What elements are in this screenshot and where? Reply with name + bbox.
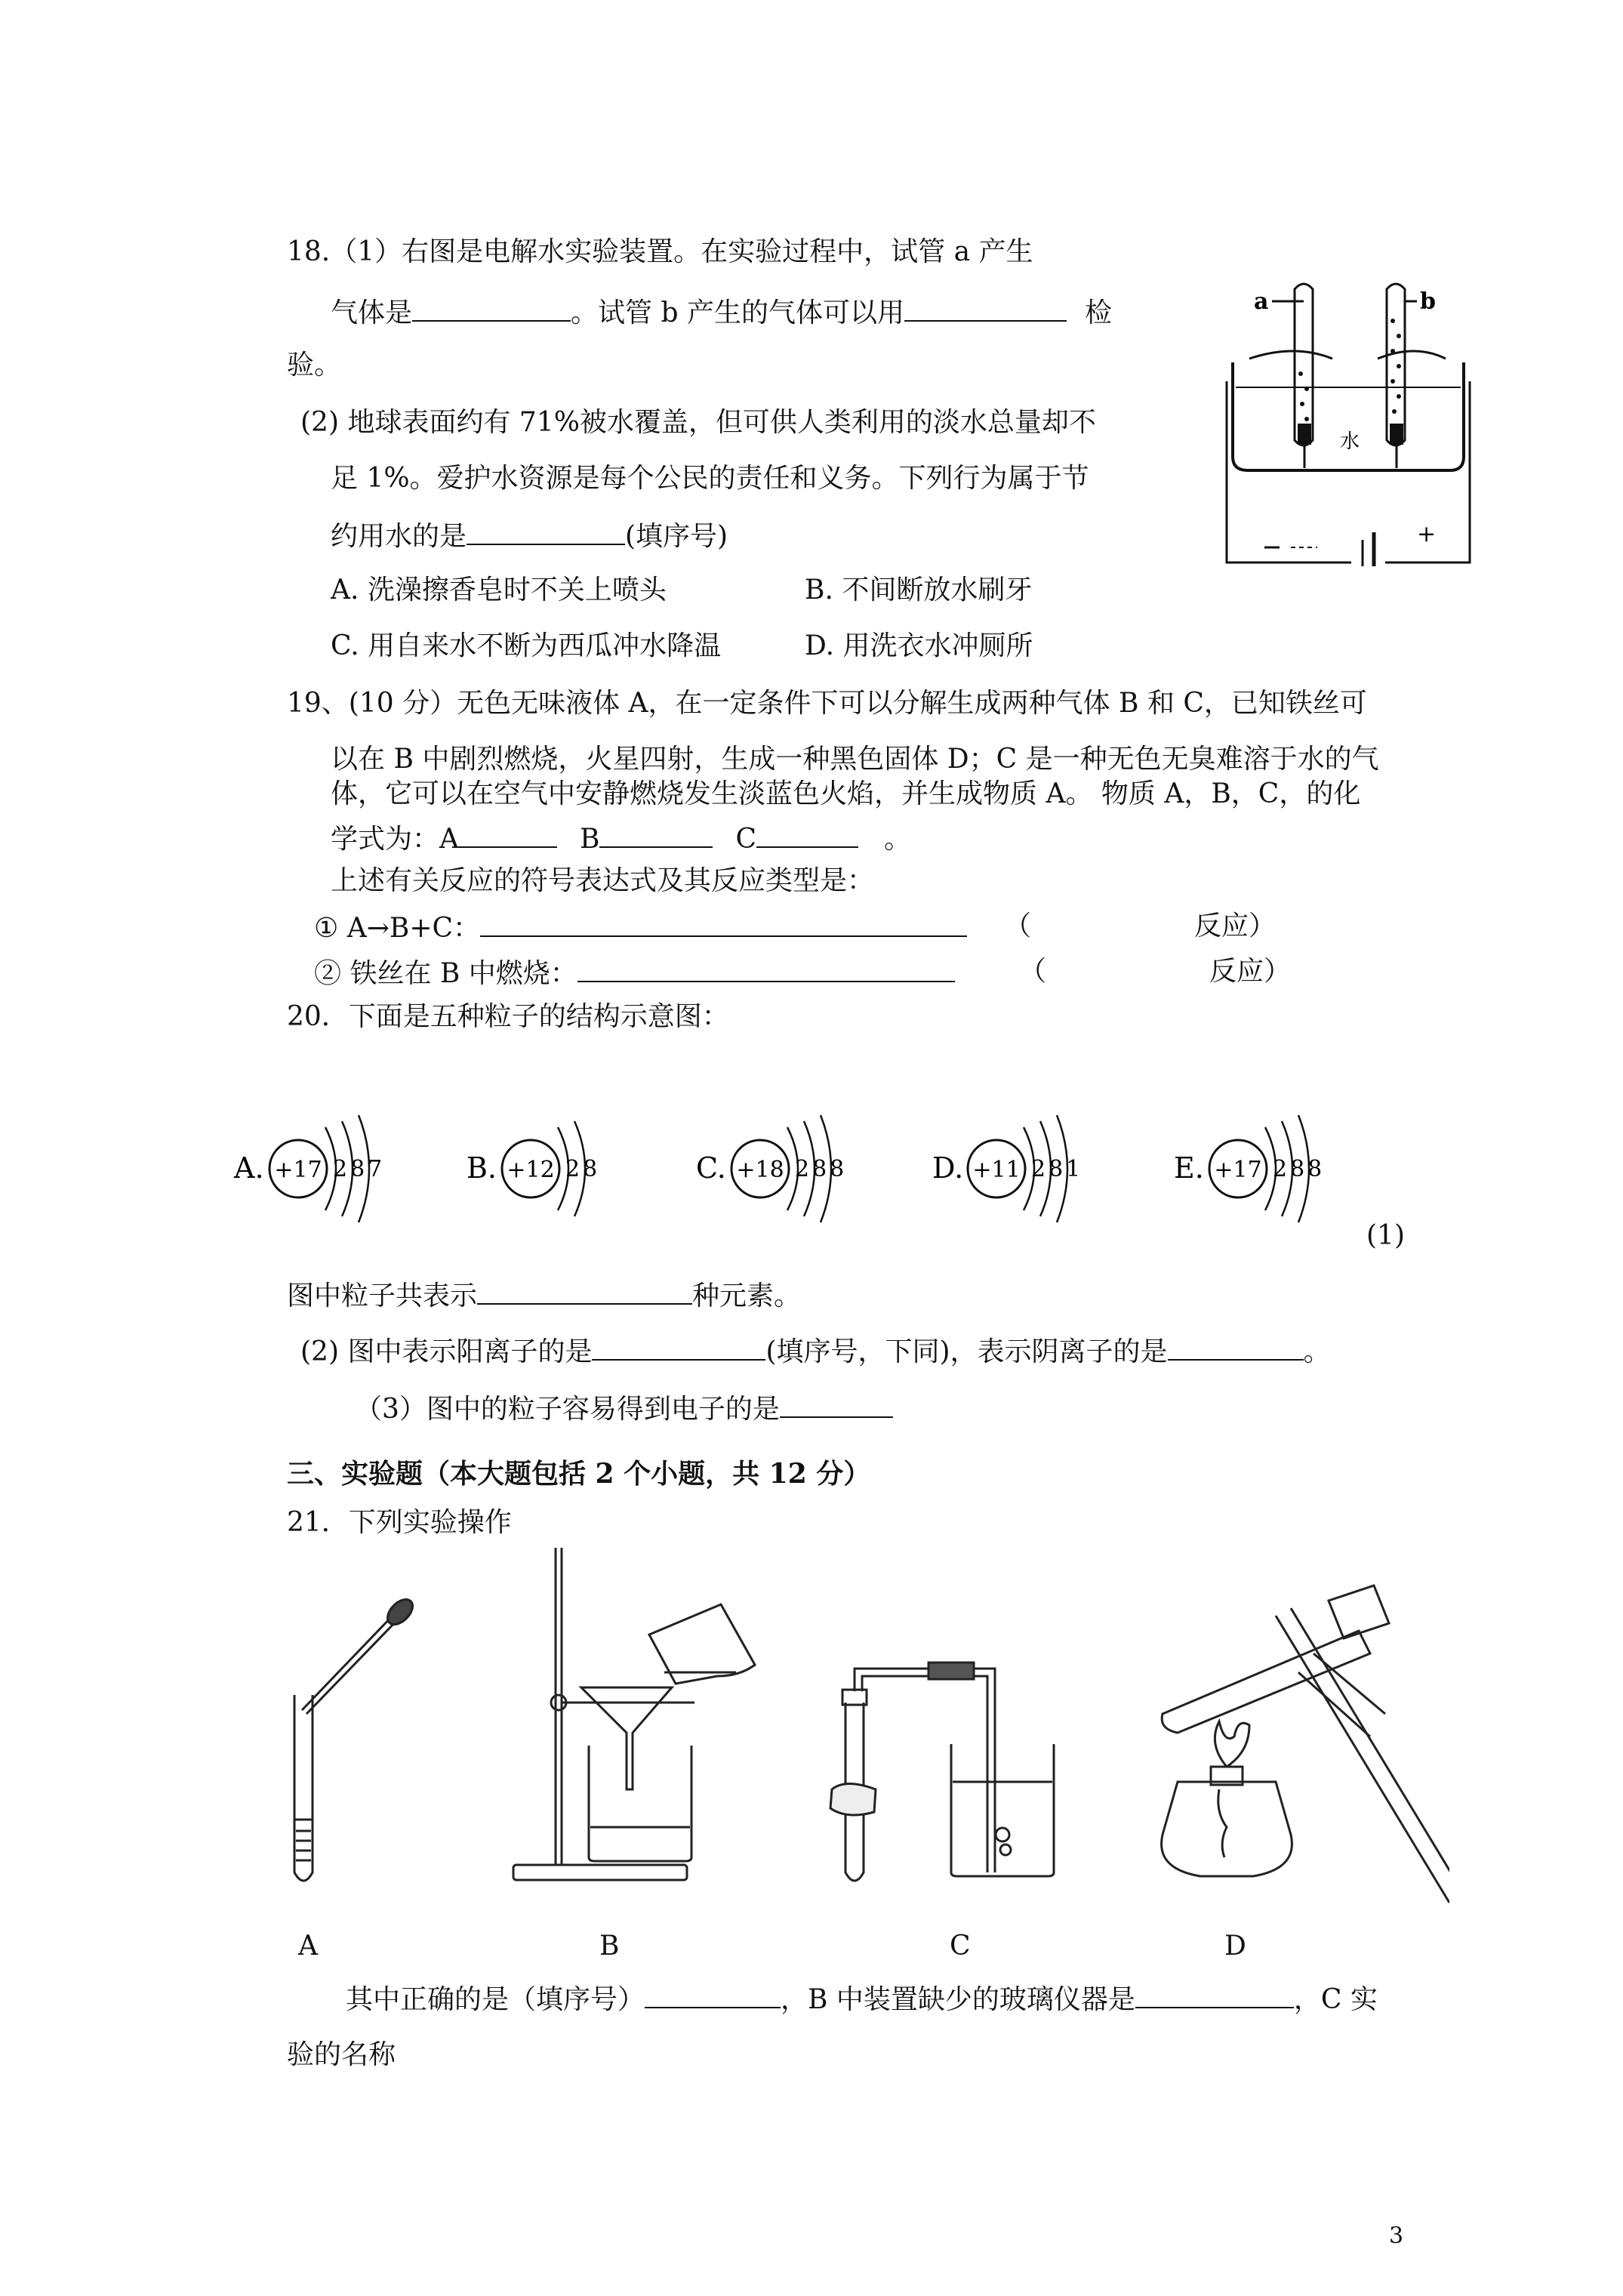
nucleus-charge: +17: [274, 1157, 322, 1183]
q19-eq2-paren-open: （: [1019, 956, 1047, 987]
q19-blank-formula-a[interactable]: [459, 821, 557, 848]
q19-eq2-reaction-type: 反应）: [1209, 956, 1292, 987]
q20-part2: [300, 1333, 1331, 1369]
particle-label: B.: [467, 1151, 497, 1185]
q19-blank-eq1[interactable]: [480, 910, 967, 937]
electron-counts: 288: [1273, 1156, 1326, 1182]
q20-part2-text-a: (2) 图中表示阳离子的是: [300, 1336, 593, 1367]
tube-a-label: a: [1254, 288, 1269, 315]
lab-a-dropper-test-tube: [294, 1595, 417, 1881]
q18-blank-test-b[interactable]: [904, 294, 1067, 322]
electron-counts: 28: [565, 1156, 601, 1182]
electron-counts: 281: [1031, 1156, 1084, 1182]
q19-line1: 19、(10 分）无色无味液体 A，在一定条件下可以分解生成两种气体 B 和 C，已知铁丝可: [287, 688, 1367, 719]
q20-blank-element-count[interactable]: [477, 1277, 692, 1305]
q18-blank-gas-a[interactable]: [412, 294, 571, 322]
q20-part3-text: （3）图中的粒子容易得到电子的是: [355, 1394, 780, 1425]
lab-c-airtightness-check: [830, 1663, 1054, 1881]
particle-a: [233, 1115, 385, 1222]
q21-label-b: B: [599, 1931, 620, 1962]
q19-blank-formula-b[interactable]: [599, 821, 713, 848]
q19-eq2: [314, 955, 955, 991]
nucleus-charge: +12: [507, 1157, 555, 1183]
q19-formula-b-label: B: [580, 824, 600, 855]
q19-formula-a-label: 学式为：A: [331, 824, 459, 855]
q20-part1-text-b: 种元素。: [692, 1281, 802, 1311]
q20-part1-number: (1): [1366, 1220, 1405, 1251]
lab-b-filtration: [513, 1548, 755, 1880]
q19-eq2-label: ② 铁丝在 B 中燃烧：: [314, 958, 577, 989]
electron-counts: 287: [333, 1156, 386, 1182]
q21-label-a: A: [298, 1931, 318, 1962]
q20-blank-gain-electron[interactable]: [780, 1391, 893, 1418]
page-number: 3: [1389, 2223, 1404, 2249]
q21-blank-correct[interactable]: [645, 1981, 781, 2008]
q19-line2: 以在 B 中剧烈燃烧，火星四射，生成一种黑色固体 D；C 是一种无色无臭难溶于水的气: [331, 744, 1379, 775]
q21-line2: 验的名称: [287, 2039, 396, 2070]
q20-title: 20．下面是五种粒子的结构示意图：: [287, 1001, 729, 1032]
q18-option-c: C. 用自来水不断为西瓜冲水降温: [331, 630, 722, 661]
q18-line3: 验。: [287, 350, 342, 381]
tube-b-label: b: [1420, 288, 1436, 315]
q18-option-a: A. 洗澡擦香皂时不关上喷头: [331, 575, 667, 606]
q21-label-c: C: [950, 1931, 971, 1962]
q18-part2-line3: [331, 518, 728, 553]
nucleus-charge: +18: [736, 1157, 784, 1183]
q18-part2-text-a: 约用水的是: [331, 521, 467, 552]
q18-option-d: D. 用洗衣水冲厕所: [805, 630, 1033, 661]
q21-line1-text-a: 其中正确的是（填序号）: [346, 1984, 645, 2015]
q18-blank-save-water[interactable]: [467, 518, 625, 545]
nucleus-charge: +17: [1214, 1157, 1262, 1183]
q18-part2-line1: (2) 地球表面约有 71%被水覆盖，但可供人类利用的淡水总量却不: [300, 407, 1096, 438]
q19-line3: 体，它可以在空气中安静燃烧发生淡蓝色火焰，并生成物质 A。 物质 A，B，C，的化: [331, 778, 1361, 809]
q20-part3: [355, 1391, 893, 1426]
battery-plus-label: +: [1417, 521, 1437, 547]
q19-line5: 上述有关反应的符号表达式及其反应类型是：: [331, 865, 875, 896]
electrolysis-apparatus-figure: [1219, 276, 1480, 566]
q19-line4: [331, 821, 911, 856]
q18-line2-text-b: 。试管 b 产生的气体可以用: [571, 297, 904, 328]
q20-part2-text-b: (填序号，下同)，表示阴离子的是: [765, 1336, 1168, 1367]
lab-operations-figure: [272, 1540, 1449, 1918]
particle-c: [696, 1115, 847, 1222]
q21-blank-missing-instrument[interactable]: [1135, 1981, 1294, 2008]
q18-line2: [331, 294, 1112, 330]
electron-counts: 288: [795, 1156, 848, 1182]
particle-e: [1174, 1115, 1325, 1222]
section3-heading: 三、实验题（本大题包括 2 个小题，共 12 分）: [287, 1458, 871, 1490]
q20-part1: [287, 1277, 801, 1313]
q21-line1-text-b: ，B 中装置缺少的玻璃仪器是: [781, 1984, 1135, 2015]
q19-blank-formula-c[interactable]: [756, 821, 858, 848]
q18-part2-line2: 足 1%。爱护水资源是每个公民的责任和义务。下列行为属于节: [331, 463, 1089, 494]
q19-blank-eq2[interactable]: [577, 955, 955, 982]
q20-part1-text-a: 图中粒子共表示: [287, 1281, 478, 1311]
particle-b: [467, 1121, 600, 1216]
q20-blank-cation[interactable]: [592, 1333, 765, 1361]
q18-line2-text-a: 气体是: [331, 297, 413, 328]
q19-eq1-paren-open: （: [1004, 911, 1032, 942]
svg-text:水: 水: [1340, 430, 1360, 453]
q18-part2-text-b: (填序号): [625, 521, 728, 552]
particle-label: E.: [1174, 1151, 1204, 1185]
q20-blank-anion[interactable]: [1168, 1333, 1304, 1361]
q21-title: 21．下列实验操作: [287, 1507, 512, 1538]
q18-line2-text-c: 检: [1084, 297, 1112, 328]
q19-formula-c-label: C: [735, 824, 757, 855]
q18-line1: 18.（1）右图是电解水实验装置。在实验过程中，试管 a 产生: [287, 236, 1033, 267]
particle-label: A.: [234, 1151, 264, 1185]
q19-eq1-label: ① A→B+C：: [314, 913, 481, 944]
q18-option-b: B. 不间断放水刷牙: [805, 575, 1033, 606]
q19-eq1: [314, 910, 967, 945]
nucleus-charge: +11: [972, 1157, 1021, 1183]
q21-line1-text-c: ，C 实: [1293, 1984, 1378, 2015]
atomic-structure-diagrams: [226, 1110, 1404, 1238]
q19-line4-end: 。: [884, 824, 912, 855]
lab-d-heating-test-tube: [1162, 1586, 1449, 1903]
q21-line1: [346, 1981, 1378, 2017]
particle-label: D.: [932, 1151, 964, 1185]
q20-part2-text-c: 。: [1303, 1336, 1331, 1367]
q21-label-d: D: [1224, 1931, 1246, 1962]
q19-eq1-reaction-type: 反应）: [1194, 911, 1277, 942]
particle-label: C.: [696, 1151, 726, 1185]
particle-d: [932, 1115, 1083, 1222]
